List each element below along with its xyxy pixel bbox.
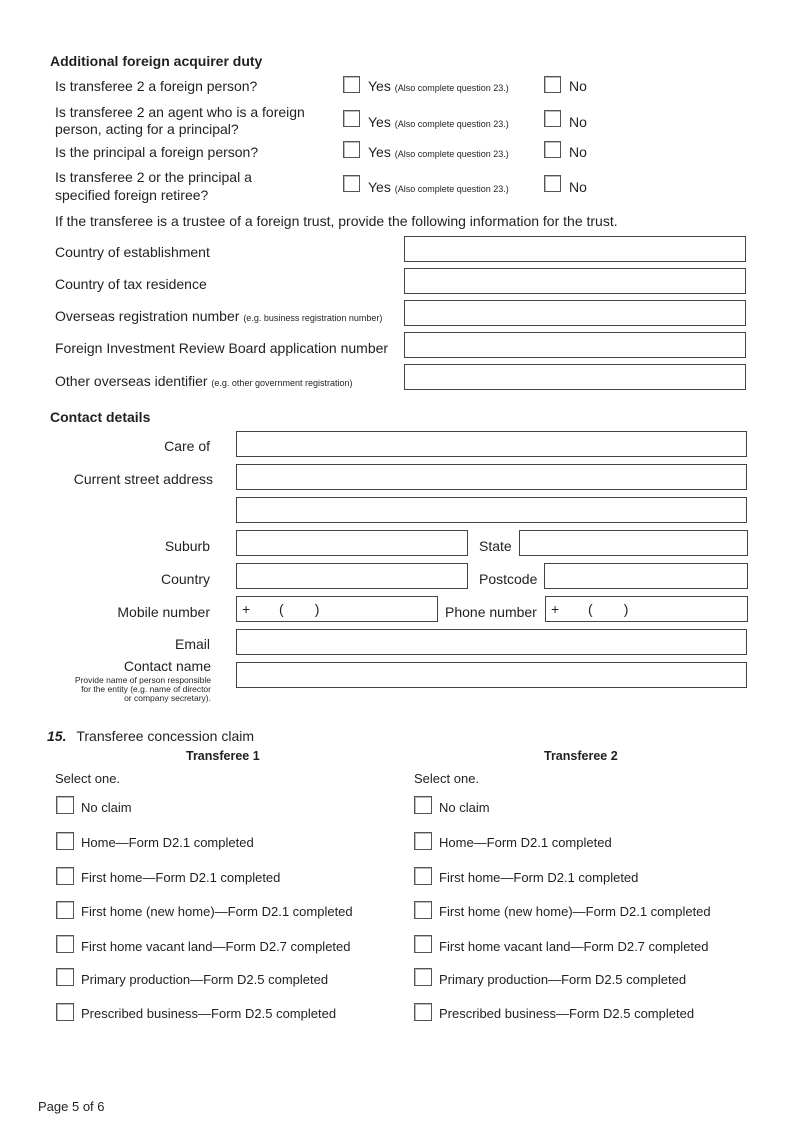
trust-intro: If the transferee is a trustee of a foreign trust, provide the following information for the trust. [55, 213, 618, 229]
q4-yes-label: Yes [368, 179, 391, 195]
t2-option-label: No claim [439, 800, 490, 815]
contact-details-heading: Contact details [50, 409, 151, 425]
mobile-plus: + [242, 601, 251, 617]
t1-option-label: First home—Form D2.1 completed [81, 870, 281, 885]
q3-yes-label: Yes [368, 144, 391, 160]
t1-option-label: No claim [81, 800, 132, 815]
q3-no-label: No [569, 144, 587, 160]
email-field[interactable] [236, 629, 747, 655]
trust-field-label: Country of tax residence [55, 276, 207, 292]
foreign-question-4-line1: Is transferee 2 or the principal a [55, 169, 252, 185]
foreign-duty-heading: Additional foreign acquirer duty [50, 53, 263, 69]
care-of-label: Care of [164, 438, 210, 454]
trust-field-label: Country of establishment [55, 244, 210, 260]
t1-option-label: First home (new home)—Form D2.1 completed [81, 904, 353, 919]
contact-name-hint-1: Provide name of person responsible [74, 675, 211, 685]
t1-option-label: Home—Form D2.1 completed [81, 835, 254, 850]
t1-option-label: Primary production—Form D2.5 completed [81, 972, 329, 987]
transferee-1-heading: Transferee 1 [186, 749, 260, 763]
q1-no-label: No [569, 78, 587, 94]
q3-no-checkbox[interactable] [544, 141, 561, 158]
t1-primary-production-checkbox[interactable] [56, 968, 74, 986]
t1-vacant-land-checkbox[interactable] [56, 935, 74, 953]
q4-yes-checkbox[interactable] [343, 175, 360, 192]
q1-yes-label: Yes [368, 78, 391, 94]
phone-plus: + [551, 601, 560, 617]
postcode-field[interactable] [544, 563, 748, 589]
t2-option-label: First home—Form D2.1 completed [439, 870, 639, 885]
t2-option-label: First home vacant land—Form D2.7 completed [439, 939, 709, 954]
mobile-number-field[interactable] [236, 596, 438, 622]
foreign-question-4-line2: specified foreign retiree? [55, 187, 209, 203]
q3-yes-checkbox[interactable] [343, 141, 360, 158]
q2-no-label: No [569, 114, 587, 130]
contact-name-hint-2: for the entity (e.g. name of director [81, 684, 211, 694]
t2-no-claim-checkbox[interactable] [414, 796, 432, 814]
phone-area-code: ( ) [588, 601, 629, 617]
country-field[interactable] [236, 563, 468, 589]
foreign-question-2-line1: Is transferee 2 an agent who is a foreign [55, 104, 305, 120]
page-number: Page 5 of 6 [38, 1099, 105, 1114]
t2-option-label: Home—Form D2.1 completed [439, 835, 612, 850]
q1-no-checkbox[interactable] [544, 76, 561, 93]
question-number: 15. [47, 728, 67, 744]
t1-first-home-new-checkbox[interactable] [56, 901, 74, 919]
t2-prescribed-business-checkbox[interactable] [414, 1003, 432, 1021]
phone-number-label: Phone number [445, 604, 537, 620]
t2-home-checkbox[interactable] [414, 832, 432, 850]
suburb-label: Suburb [164, 538, 210, 554]
trust-field-label: Foreign Investment Review Board application number [55, 340, 389, 356]
mobile-number-label: Mobile number [117, 604, 210, 620]
trust-field-label: Other overseas identifier [55, 373, 208, 389]
country-label: Country [160, 571, 210, 587]
q2-yes-note: (Also complete question 23.) [394, 119, 509, 129]
transferee-2-select-one: Select one. [414, 771, 480, 786]
t2-vacant-land-checkbox[interactable] [414, 935, 432, 953]
q2-yes-checkbox[interactable] [343, 110, 360, 127]
street-address-field-1[interactable] [236, 464, 747, 490]
t2-first-home-new-checkbox[interactable] [414, 901, 432, 919]
mobile-area-code: ( ) [279, 601, 320, 617]
concession-title: Transferee concession claim [76, 728, 255, 744]
firb-application-number-field[interactable] [404, 332, 746, 358]
overseas-registration-number-field[interactable] [404, 300, 746, 326]
contact-name-hint-3: or company secretary). [124, 693, 211, 703]
t2-option-label: Prescribed business—Form D2.5 completed [439, 1006, 695, 1021]
q2-no-checkbox[interactable] [544, 110, 561, 127]
transferee-2-heading: Transferee 2 [544, 749, 618, 763]
trust-field-hint: (e.g. business registration number) [243, 313, 383, 323]
t1-first-home-checkbox[interactable] [56, 867, 74, 885]
care-of-field[interactable] [236, 431, 747, 457]
q4-yes-note: (Also complete question 23.) [394, 184, 509, 194]
foreign-question-1: Is transferee 2 a foreign person? [55, 78, 258, 94]
street-address-label: Current street address [73, 471, 213, 487]
state-field[interactable] [519, 530, 748, 556]
q4-no-checkbox[interactable] [544, 175, 561, 192]
state-label: State [479, 538, 512, 554]
contact-name-field[interactable] [236, 662, 747, 688]
email-label: Email [174, 636, 210, 652]
q2-yes-label: Yes [368, 114, 391, 130]
suburb-field[interactable] [236, 530, 468, 556]
t2-option-label: Primary production—Form D2.5 completed [439, 972, 687, 987]
t2-first-home-checkbox[interactable] [414, 867, 432, 885]
other-overseas-identifier-field[interactable] [404, 364, 746, 390]
t1-prescribed-business-checkbox[interactable] [56, 1003, 74, 1021]
q4-no-label: No [569, 179, 587, 195]
country-of-establishment-field[interactable] [404, 236, 746, 262]
trust-field-hint: (e.g. other government registration) [211, 378, 353, 388]
postcode-label: Postcode [479, 571, 538, 587]
q3-yes-note: (Also complete question 23.) [394, 149, 509, 159]
foreign-question-2-line2: person, acting for a principal? [55, 121, 239, 137]
transferee-1-select-one: Select one. [55, 771, 121, 786]
q1-yes-note: (Also complete question 23.) [394, 83, 509, 93]
contact-name-label: Contact name [123, 658, 211, 674]
t2-primary-production-checkbox[interactable] [414, 968, 432, 986]
t1-option-label: Prescribed business—Form D2.5 completed [81, 1006, 337, 1021]
t2-option-label: First home (new home)—Form D2.1 completed [439, 904, 711, 919]
street-address-field-2[interactable] [236, 497, 747, 523]
t1-home-checkbox[interactable] [56, 832, 74, 850]
q1-yes-checkbox[interactable] [343, 76, 360, 93]
t1-no-claim-checkbox[interactable] [56, 796, 74, 814]
country-of-tax-residence-field[interactable] [404, 268, 746, 294]
trust-field-label: Overseas registration number [55, 308, 240, 324]
foreign-question-3: Is the principal a foreign person? [55, 144, 259, 160]
phone-number-field[interactable] [545, 596, 748, 622]
t1-option-label: First home vacant land—Form D2.7 completed [81, 939, 351, 954]
